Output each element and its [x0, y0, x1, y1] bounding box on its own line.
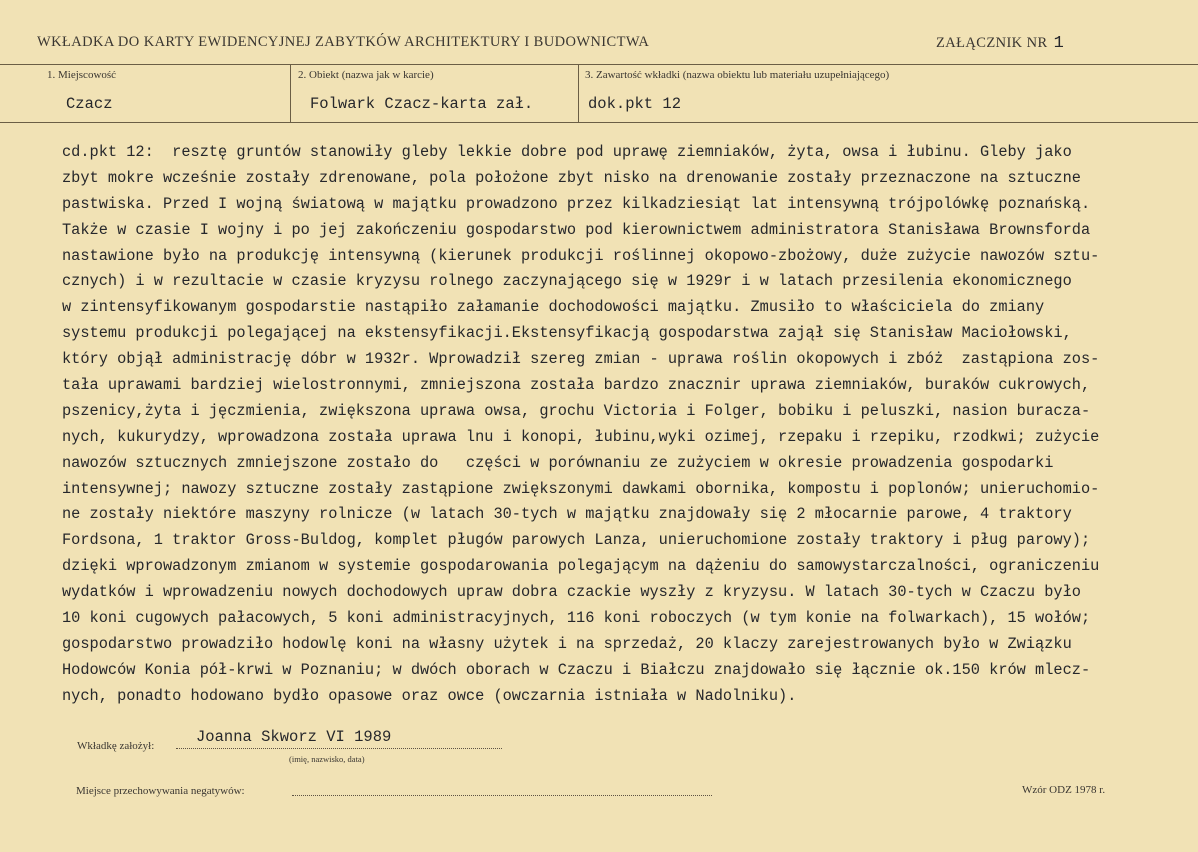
field-divider-2 [578, 64, 579, 122]
body-line: nastawione było na produkcję intensywną (kierunek produkcji roślinnej okopowo-zbożowy, duże zużycie nawozów sztu- [62, 246, 1100, 265]
body-line: Hodowców Konia pół-krwi w Poznaniu; w dwóch oborach w Czaczu i Białczu znajdowało się łącznie ok.150 krów mlecz- [62, 660, 1091, 679]
field-divider-1 [290, 64, 291, 122]
body-line: pastwiska. Przed I wojną światową w majątku prowadzono przez kilkadziesiąt lat intensywną trójpolówkę poznańską. [62, 194, 1091, 213]
typewritten-body [62, 140, 1198, 710]
negatives-dotted-line [292, 795, 712, 796]
object-value: Folwark Czacz-karta zał. [310, 95, 534, 113]
body-line: systemu produkcji polegającej na ekstensyfikacji.Ekstensyfikacją gospodarstwa zajął się Stanisław Maciołowski, [62, 324, 1072, 343]
founder-caption: (imię, nazwisko, data) [289, 754, 365, 764]
header-rule-bottom [0, 122, 1198, 123]
attachment-label: ZAŁĄCZNIK NR [936, 35, 1048, 51]
body-line: w zintensyfikowanym gospodarstie nastąpiło załamanie dochodowości majątku. Zmusiło to właściciela do zmiany [62, 298, 1045, 317]
contents-value: dok.pkt 12 [588, 95, 682, 113]
body-line: Fordsona, 1 traktor Gross-Buldog, komplet pługów parowych Lanza, unieruchomione zostały traktory i pług parowy); [62, 531, 1091, 550]
form-pattern-label: Wzór ODZ 1978 r. [1022, 784, 1106, 796]
body-line: intensywnej; nawozy sztuczne zostały zastąpione zwiększonymi dawkami obornika, kompostu i poplonów; unieruchomio- [62, 479, 1100, 498]
body-line: nawozów sztucznych zmniejszone zostało do części w porównaniu ze zużyciem w okresie prowadzenia gospodarki [62, 453, 1054, 472]
body-line: ne zostały niektóre maszyny rolnicze (w latach 30-tych w majątku znajdowały się 2 młocarnie parowe, 4 traktory [62, 505, 1072, 524]
body-line: pszenicy,żyta i jęczmienia, zwiększona uprawa owsa, grochu Victoria i Folger, bobiku i peluszki, nasion buracza- [62, 401, 1091, 420]
body-line: cd.pkt 12: resztę gruntów stanowiły gleby lekkie dobre pod uprawę ziemniaków, żyta, owsa i łubinu. Gleby jako [62, 143, 1072, 161]
founder-label: Wkładkę założył: [77, 740, 155, 752]
negatives-label: Miejsce przechowywania negatywów: [76, 785, 245, 797]
body-line: gospodarstwo prowadziło hodowlę koni na własny użytek i na sprzedaż, 20 klaczy zarejestrowanych było w Związku [62, 634, 1072, 653]
body-line: nych, ponadto hodowano bydło opasowe oraz owce (owczarnia istniała w Nadolniku). [62, 686, 797, 705]
locality-value: Czacz [66, 95, 113, 113]
card-title: WKŁADKA DO KARTY EWIDENCYJNEJ ZABYTKÓW ARCHITEKTURY I BUDOWNICTWA [37, 34, 650, 50]
body-line: wydatków i wprowadzeniu nowych dochodowych upraw dobra czackie wyszły z kryzysu. W latach 30-tych w Czaczu było [62, 583, 1081, 602]
body-line: tała uprawami bardziej wielostronnymi, zmniejszona została bardzo znacznir uprawa ziemniaków, buraków cukrowych, [62, 376, 1091, 395]
contents-label: 3. Zawartość wkładki (nazwa obiektu lub materiału uzupełniającego) [585, 69, 890, 81]
body-line: dzięki wprowadzonym zmianom w systemie gospodarowania polegającym na dążeniu do samowystarczalności, ograniczeniu [62, 557, 1100, 576]
founder-value: Joanna Skworz VI 1989 [196, 728, 392, 746]
locality-label: 1. Miejscowość [47, 69, 117, 81]
founder-dotted-line [176, 748, 502, 749]
attachment-number: 1 [1053, 34, 1065, 53]
header-rule-top [0, 64, 1198, 65]
attachment-label-group [936, 34, 1064, 53]
object-label: 2. Obiekt (nazwa jak w karcie) [298, 69, 434, 81]
body-line: nych, kukurydzy, wprowadzona została uprawa lnu i konopi, łubinu,wyki ozimej, rzepaku i rzepiku, rzodkwi; zużycie [62, 427, 1100, 446]
body-line: zbyt mokre wcześnie zostały zdrenowane, pola położone zbyt nisko na drenowanie zostały przeznaczone na sztuczne [62, 168, 1081, 187]
body-line: 10 koni cugowych pałacowych, 5 koni administracyjnych, 116 koni roboczych (w tym konie na folwarkach), 15 wołów; [62, 609, 1091, 628]
body-line: który objął administrację dóbr w 1932r. Wprowadził szereg zmian - uprawa roślin okopowych i zbóż zastąpiona zos- [62, 350, 1100, 369]
body-line: Także w czasie I wojny i po jej zakończeniu gospodarstwo pod kierownictwem administratora Stanisława Brownsforda [62, 220, 1091, 239]
body-line: cznych) i w rezultacie w czasie kryzysu rolnego zaczynającego się w 1929r i w latach przesilenia ekonomicznego [62, 272, 1072, 291]
